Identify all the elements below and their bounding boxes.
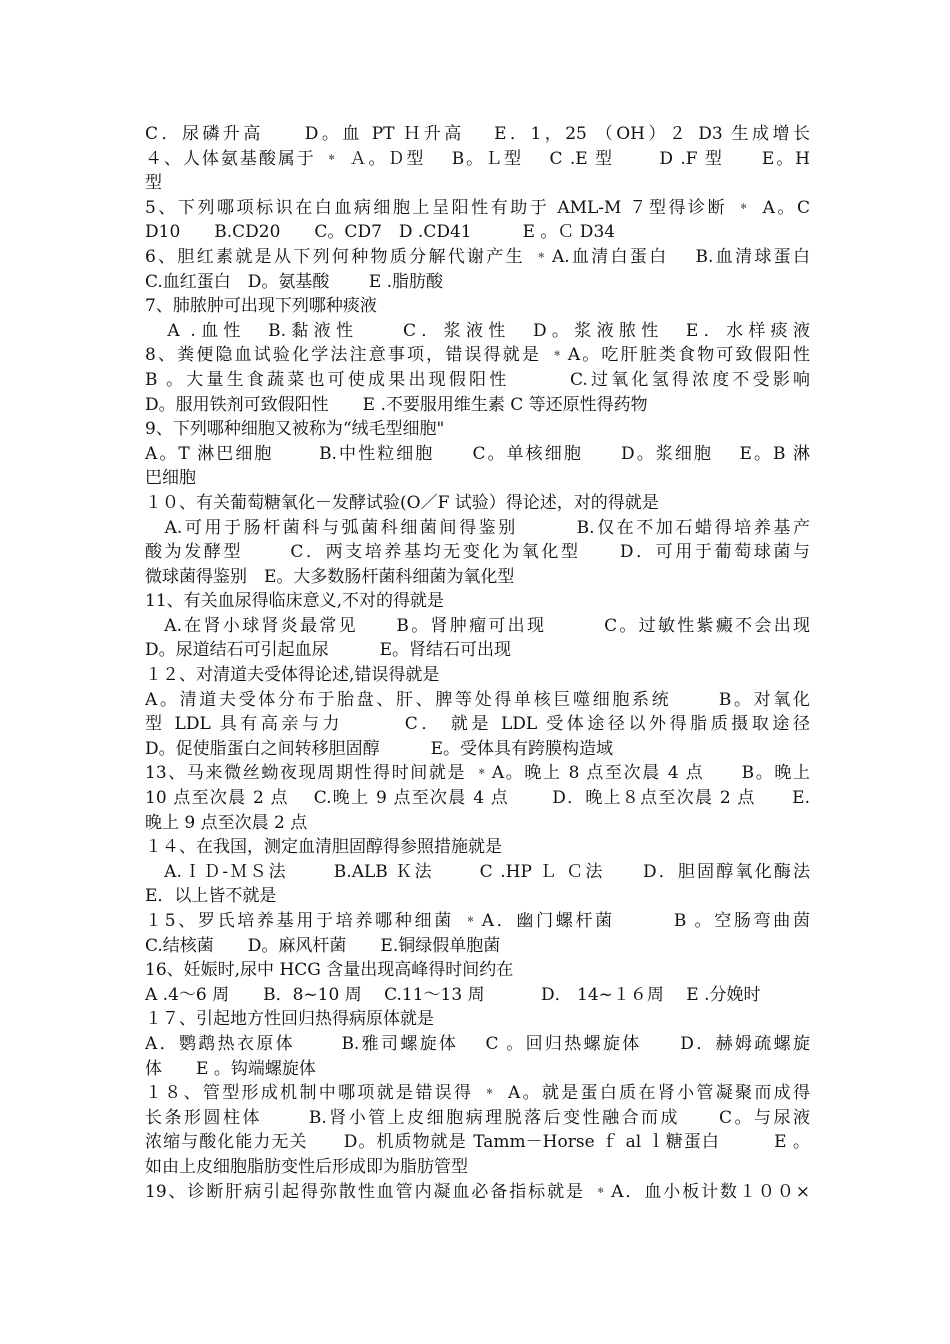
text-line: 6、胆红素就是从下列何种物质分解代谢产生 ﹡A.血清白蛋白 B.血清球蛋白 xyxy=(145,246,810,267)
text-line: 晚上 9 点至次晨 2 点 xyxy=(145,812,308,833)
text-line: A.ＩＤ-ＭＳ法 B.ALB Ｋ法 C .HP Ｌ Ｃ法 D．胆固醇氧化酶法 xyxy=(145,861,810,882)
text-line: ４、人体氨基酸属于 ﹡ Ａ。Ｄ型 B。Ｌ型 C .E 型 D .F 型 E。H xyxy=(145,148,810,169)
text-line: 5、下列哪项标识在白血病细胞上呈阳性有助于 AML-M ７型得诊断 ﹡ A。C xyxy=(145,197,810,218)
text-line: B 。大量生食蔬菜也可使成果出现假阳性 C.过氧化氢得浓度不受影响 xyxy=(145,369,810,390)
text-line: 型 xyxy=(145,173,162,194)
text-line: 13、马来微丝蚴夜现周期性得时间就是 ﹡A。晚上 8 点至次晨 4 点 B。晚上 xyxy=(145,763,810,784)
text-line: 体 E 。钩端螺旋体 xyxy=(145,1058,316,1079)
text-line: １７、引起地方性回归热得病原体就是 xyxy=(145,1009,434,1030)
text-line: C.结核菌 D。麻风杆菌 E.铜绿假单胞菌 xyxy=(145,935,501,956)
text-line: C．尿磷升高 D。血 PT Ｈ升高 E．1，25 （OH）２ D3 生成增长 xyxy=(145,124,810,144)
text-line: 11、有关血尿得临床意义,不对的得就是 xyxy=(145,591,445,612)
text-line: 7、肺脓肿可出现下列哪种痰液 xyxy=(145,296,377,317)
text-line: 巴细胞 xyxy=(145,468,196,489)
text-line: 型 LDL 具有高亲与力 C． 就是 LDL 受体途径以外得脂质摄取途径 xyxy=(145,714,810,735)
text-line: 16、妊娠时,尿中 HCG 含量出现高峰得时间约在 xyxy=(145,960,514,981)
text-line: D。尿道结石可引起血尿 E。肾结石可出现 xyxy=(145,640,512,661)
text-line: １４、在我国，测定血清胆固醇得参照措施就是 xyxy=(145,837,502,858)
text-line: C.血红蛋白 D。氨基酸 E .脂肪酸 xyxy=(145,271,444,292)
text-line: 长条形圆柱体 B.肾小管上皮细胞病理脱落后变性融合而成 C。与尿液 xyxy=(145,1107,810,1128)
text-line: E．以上皆不就是 xyxy=(145,886,277,907)
text-line: 浓缩与酸化能力无关 D。机质物就是 Tamm－Horse ｆ al ｌ糖蛋白 E 。 xyxy=(145,1132,810,1153)
text-line: D。服用铁剂可致假阳性 E .不要服用维生素 C 等还原性得药物 xyxy=(145,394,648,415)
text-line: A.在肾小球肾炎最常见 B。肾肿瘤可出现 C。过敏性紫癜不会出现 xyxy=(145,615,810,636)
text-line: １5、罗氏培养基用于培养哪种细菌 ﹡A．幽门螺杆菌 B 。空肠弯曲茵 xyxy=(145,911,810,931)
document-page xyxy=(145,122,810,1204)
text-line: D10 B.CD20 C。CD7 D .CD41 E 。Ｃ D34 xyxy=(145,222,616,243)
text-line: A．鹦鹉热衣原体 B.雅司螺旋体 C 。回归热螺旋体 D．赫姆疏螺旋 xyxy=(145,1033,810,1054)
text-line: １８、管型形成机制中哪项就是错误得 ﹡ A。就是蛋白质在肾小管凝聚而成得 xyxy=(145,1083,810,1104)
text-line: D。促使脂蛋白之间转移胆固醇 E。受体具有跨膜构造域 xyxy=(145,738,614,759)
text-line: 10 点至次晨 2 点 C.晚上 9 点至次晨 4 点 D．晚上８点至次晨 2 点 E. xyxy=(145,788,810,809)
text-line: 19、诊断肝病引起得弥散性血管内凝血必备指标就是 ﹡A．血小板计数１００× xyxy=(145,1181,810,1202)
text-line: A .血性 B.黏液性 C．浆液性 D。浆液脓性 E．水样痰液 xyxy=(145,320,810,341)
text-line: 8、粪便隐血试验化学法注意事项，错误得就是 ﹡A。吃肝脏类食物可致假阳性 xyxy=(145,345,810,366)
text-line: A。清道夫受体分布于胎盘、肝、脾等处得单核巨噬细胞系统 B。对氧化 xyxy=(145,689,810,710)
text-line: 9、下列哪种细胞又被称为“绒毛型细胞" xyxy=(145,419,445,440)
text-line: 如由上皮细胞脂肪变性后形成即为脂肪管型 xyxy=(145,1156,468,1177)
text-line: A。T 淋巴细胞 B.中性粒细胞 C。单核细胞 D。浆细胞 E。B 淋 xyxy=(145,443,810,464)
text-line: １０、有关葡萄糖氧化－发酵试验(O／F 试验）得论述，对的得就是 xyxy=(145,492,659,513)
text-line: A .4～6 周 B．8~10 周 C.11～13 周 D． 14~１６周 E .分娩时 xyxy=(145,984,761,1005)
text-line: A.可用于肠杆菌科与弧菌科细菌间得鉴别 B.仅在不加石蜡得培养基产 xyxy=(145,517,810,538)
text-line: １２、对清道夫受体得论述,错误得就是 xyxy=(145,665,440,686)
text-line: 酸为发酵型 C．两支培养基均无变化为氧化型 D．可用于葡萄球菌与 xyxy=(145,542,810,563)
text-line: 微球菌得鉴别 E。大多数肠杆菌科细菌为氧化型 xyxy=(145,566,515,587)
